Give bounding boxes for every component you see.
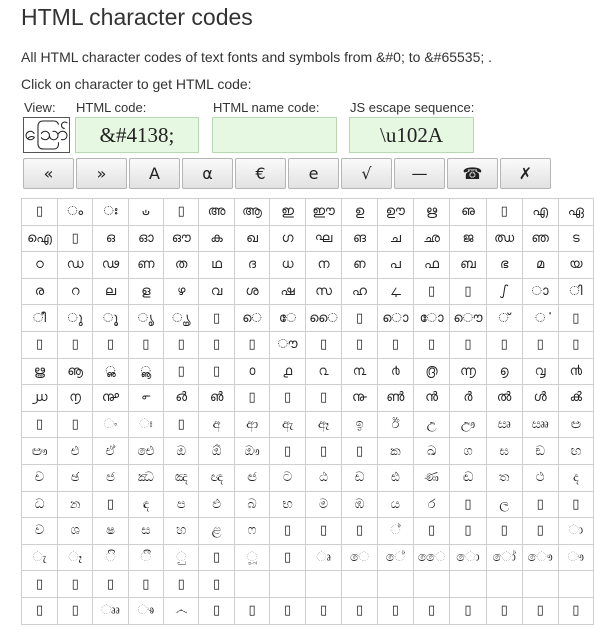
char-cell[interactable]: ട: [558, 225, 593, 252]
char-cell[interactable]: ▯: [342, 331, 377, 358]
char-cell[interactable]: ല: [93, 278, 128, 305]
char-cell[interactable]: ▯: [486, 518, 522, 545]
char-cell[interactable]: ൃ: [128, 305, 163, 332]
char-cell[interactable]: ൡ: [58, 358, 93, 385]
char-cell[interactable]: ▯: [305, 385, 341, 412]
char-cell[interactable]: ▯: [199, 571, 234, 598]
char-cell[interactable]: ▯: [58, 331, 93, 358]
char-cell: [558, 571, 593, 598]
char-cell[interactable]: ▯: [450, 518, 486, 545]
char-cell[interactable]: ▯: [413, 518, 449, 545]
char-cell[interactable]: ෳ: [128, 597, 163, 624]
char-cell[interactable]: ന: [305, 252, 341, 279]
letters-button[interactable]: e: [288, 158, 339, 189]
char-cell[interactable]: ▯: [377, 331, 413, 358]
char-cell[interactable]: ▯: [164, 199, 199, 226]
char-cell[interactable]: ൲: [93, 385, 128, 412]
char-cell[interactable]: ൪: [377, 358, 413, 385]
char-cell[interactable]: ▯: [450, 491, 486, 518]
char-cell[interactable]: ൫: [413, 358, 449, 385]
char-cell[interactable]: ഌ: [450, 199, 486, 226]
char-cell[interactable]: മ: [522, 252, 558, 279]
char-cell[interactable]: ු: [164, 544, 199, 571]
char-cell[interactable]: ප: [164, 491, 199, 518]
char-cell[interactable]: ഥ: [199, 252, 234, 279]
grid-row: [22, 438, 594, 465]
punctuation-button[interactable]: —: [394, 158, 445, 189]
char-cell[interactable]: ඤ: [164, 464, 199, 491]
char-cell[interactable]: ഷ: [270, 278, 306, 305]
char-cell[interactable]: ▯: [305, 438, 341, 465]
char-cell[interactable]: ච: [22, 464, 58, 491]
char-cell[interactable]: ▯: [128, 571, 163, 598]
char-cell[interactable]: ▯: [164, 331, 199, 358]
char-cell[interactable]: ൨: [305, 358, 341, 385]
view-field[interactable]: ဪ: [23, 117, 70, 153]
currency-button[interactable]: €: [235, 158, 286, 189]
char-cell[interactable]: ථ: [522, 464, 558, 491]
grid-row: [22, 597, 594, 624]
char-cell[interactable]: ഩ: [342, 252, 377, 279]
char-cell[interactable]: ൬: [450, 358, 486, 385]
char-cell[interactable]: ▯: [305, 597, 341, 624]
grid-row: [22, 305, 594, 332]
grid-row: [22, 571, 594, 598]
char-cell[interactable]: ත: [486, 464, 522, 491]
char-cell[interactable]: ඛ: [413, 438, 449, 465]
html-code-label: HTML code:: [76, 100, 147, 115]
char-cell[interactable]: ෲ: [93, 597, 128, 624]
char-cell[interactable]: ▯: [342, 518, 377, 545]
char-cell[interactable]: ඳ: [128, 491, 163, 518]
char-cell[interactable]: ഛ: [413, 225, 449, 252]
char-cell[interactable]: ▯: [342, 597, 377, 624]
char-cell[interactable]: බ: [234, 491, 270, 518]
char-cell: [522, 571, 558, 598]
char-cell[interactable]: ඓ: [128, 438, 163, 465]
char-cell[interactable]: ▯: [58, 571, 93, 598]
char-cell[interactable]: ണ: [128, 252, 163, 279]
char-cell[interactable]: අ: [199, 411, 234, 438]
char-cell[interactable]: හ: [164, 518, 199, 545]
char-cell[interactable]: ര: [22, 278, 58, 305]
grid-row: [22, 358, 594, 385]
char-cell[interactable]: ▯: [270, 518, 306, 545]
char-cell[interactable]: ▯: [486, 597, 522, 624]
char-cell[interactable]: ▯: [450, 278, 486, 305]
char-cell[interactable]: ▯: [558, 305, 593, 332]
char-cell[interactable]: ഞ: [522, 225, 558, 252]
char-cell[interactable]: ▯: [558, 491, 593, 518]
char-cell[interactable]: ഇ: [270, 199, 306, 226]
char-cell[interactable]: ഭ: [486, 252, 522, 279]
char-cell[interactable]: ග: [450, 438, 486, 465]
char-cell[interactable]: ේ: [377, 544, 413, 571]
char-cell[interactable]: ഝ: [486, 225, 522, 252]
char-cell[interactable]: ങ: [342, 225, 377, 252]
char-cell[interactable]: ം: [58, 199, 93, 226]
char-cell[interactable]: ൌ: [450, 305, 486, 332]
char-cell[interactable]: ▯: [413, 331, 449, 358]
char-cell[interactable]: ▯: [305, 331, 341, 358]
greek-button[interactable]: α: [182, 158, 233, 189]
char-cell[interactable]: ▯: [377, 597, 413, 624]
char-cell[interactable]: ൊ: [377, 305, 413, 332]
char-cell[interactable]: ൳: [128, 385, 163, 412]
char-cell[interactable]: ൯: [558, 358, 593, 385]
char-cell[interactable]: ඊ: [377, 411, 413, 438]
char-cell[interactable]: ඏ: [558, 411, 593, 438]
char-cell[interactable]: സ: [305, 278, 341, 305]
char-cell[interactable]: ඖ: [234, 438, 270, 465]
char-cell[interactable]: ൦: [234, 358, 270, 385]
char-cell[interactable]: ැ: [22, 544, 58, 571]
char-cell[interactable]: ൣ: [128, 358, 163, 385]
js-escape-field[interactable]: \u102A: [349, 117, 474, 153]
char-cell[interactable]: ക: [199, 225, 234, 252]
char-cell[interactable]: ▯: [270, 385, 306, 412]
char-cell[interactable]: ഃ: [93, 199, 128, 226]
char-cell[interactable]: ි: [93, 544, 128, 571]
char-cell[interactable]: ▯: [22, 199, 58, 226]
html-name-code-field[interactable]: [212, 117, 337, 153]
char-cell[interactable]: റ: [58, 278, 93, 305]
char-cell[interactable]: ඬ: [450, 464, 486, 491]
char-cell[interactable]: ▯: [199, 331, 234, 358]
char-cell: [305, 571, 341, 598]
char-cell[interactable]: ්: [377, 518, 413, 545]
char-cell[interactable]: ඈ: [305, 411, 341, 438]
char-cell[interactable]: ▯: [522, 331, 558, 358]
char-cell[interactable]: ය: [377, 491, 413, 518]
next-page-button[interactable]: »: [76, 158, 127, 189]
char-cell[interactable]: ▯: [234, 331, 270, 358]
char-cell[interactable]: ▯: [234, 385, 270, 412]
char-cell[interactable]: ▯: [486, 199, 522, 226]
char-cell[interactable]: ෞ: [522, 544, 558, 571]
char-cell[interactable]: ඒ: [93, 438, 128, 465]
char-cell[interactable]: ഠ: [22, 252, 58, 279]
char-cell[interactable]: ഈ: [305, 199, 341, 226]
char-cell[interactable]: ▯: [22, 571, 58, 598]
char-cell: [270, 571, 306, 598]
grid-row: [22, 491, 594, 518]
char-cell[interactable]: ി: [558, 278, 593, 305]
grid-row: [22, 544, 594, 571]
char-cell[interactable]: ഫ: [413, 252, 449, 279]
char-cell[interactable]: ආ: [234, 411, 270, 438]
char-cell[interactable]: ො: [450, 544, 486, 571]
char-cell[interactable]: ▯: [164, 358, 199, 385]
char-cell[interactable]: ▯: [128, 331, 163, 358]
char-cell[interactable]: ൿ: [558, 385, 593, 412]
char-cell[interactable]: ▯: [270, 597, 306, 624]
char-cell[interactable]: പ: [377, 252, 413, 279]
char-cell[interactable]: ഐ: [22, 225, 58, 252]
char-cell[interactable]: ▯: [342, 438, 377, 465]
char-cell[interactable]: ച: [377, 225, 413, 252]
char-cell[interactable]: ූ: [234, 544, 270, 571]
char-cell[interactable]: ඉ: [342, 411, 377, 438]
char-cell[interactable]: ▯: [22, 597, 58, 624]
char-cell[interactable]: ▯: [413, 278, 449, 305]
char-cell[interactable]: ▯: [522, 597, 558, 624]
char-cell[interactable]: ജ: [450, 225, 486, 252]
char-cell[interactable]: ම: [305, 491, 341, 518]
char-cell[interactable]: ▯: [93, 491, 128, 518]
char-cell[interactable]: ▯: [199, 358, 234, 385]
char-cell[interactable]: ാ: [522, 278, 558, 305]
char-cell[interactable]: ▯: [486, 331, 522, 358]
char-cell[interactable]: അ: [199, 199, 234, 226]
page-description: All HTML character codes of text fonts and symbols from &#0; to &#65535; .: [21, 49, 493, 65]
char-cell[interactable]: ്: [486, 305, 522, 332]
char-cell[interactable]: ඵ: [199, 491, 234, 518]
char-cell[interactable]: ഖ: [234, 225, 270, 252]
char-cell[interactable]: ෟ: [558, 544, 593, 571]
char-cell[interactable]: ▯: [199, 305, 234, 332]
char-cell[interactable]: ධ: [22, 491, 58, 518]
char-cell[interactable]: ▯: [270, 544, 306, 571]
char-cell[interactable]: േ: [270, 305, 306, 332]
math-button[interactable]: √: [341, 158, 392, 189]
char-cell[interactable]: ෆ: [234, 518, 270, 545]
char-cell[interactable]: ඦ: [234, 464, 270, 491]
char-cell[interactable]: ▯: [22, 411, 58, 438]
grid-row: [22, 385, 594, 412]
grid-row: [22, 199, 594, 226]
char-cell[interactable]: ൄ: [164, 305, 199, 332]
char-cell[interactable]: ൱: [58, 385, 93, 412]
char-cell[interactable]: ൎ: [522, 305, 558, 332]
char-cell[interactable]: ▯: [558, 597, 593, 624]
char-cell[interactable]: എ: [522, 199, 558, 226]
char-cell[interactable]: ඪ: [377, 464, 413, 491]
char-cell[interactable]: ඕ: [199, 438, 234, 465]
char-cell[interactable]: ൈ: [305, 305, 341, 332]
char-cell[interactable]: ඡ: [58, 464, 93, 491]
grid-row: [22, 411, 594, 438]
char-cell[interactable]: ෴: [164, 597, 199, 624]
latin-button[interactable]: A: [129, 158, 180, 189]
char-cell[interactable]: ට: [270, 464, 306, 491]
char-cell[interactable]: ෛ: [413, 544, 449, 571]
char-cell[interactable]: ක: [377, 438, 413, 465]
char-cell[interactable]: ඍ: [486, 411, 522, 438]
char-cell: [342, 571, 377, 598]
char-cell[interactable]: ▯: [58, 597, 93, 624]
char-cell[interactable]: න: [58, 491, 93, 518]
char-cell[interactable]: ോ: [413, 305, 449, 332]
char-cell[interactable]: ඝ: [486, 438, 522, 465]
char-cell[interactable]: ഺ: [377, 278, 413, 305]
char-cell[interactable]: ൽ: [486, 385, 522, 412]
char-cell[interactable]: ▯: [305, 518, 341, 545]
char-cell[interactable]: ▯: [522, 491, 558, 518]
js-escape-label: JS escape sequence:: [350, 100, 475, 115]
char-cell[interactable]: ഓ: [128, 225, 163, 252]
char-cell[interactable]: ശ: [234, 278, 270, 305]
char-cell[interactable]: ൴: [164, 385, 199, 412]
char-cell[interactable]: ඥ: [199, 464, 234, 491]
char-cell[interactable]: ൵: [199, 385, 234, 412]
prev-page-button[interactable]: «: [23, 158, 74, 189]
instruction-text: Click on character to get HTML code:: [21, 76, 252, 92]
char-cell[interactable]: ඞ: [522, 438, 558, 465]
char-cell[interactable]: ෘ: [305, 544, 341, 571]
char-cell[interactable]: ළ: [199, 518, 234, 545]
grid-row: [22, 278, 594, 305]
char-cell[interactable]: ▯: [58, 411, 93, 438]
char-cell[interactable]: ൰: [22, 385, 58, 412]
char-cell[interactable]: ෑ: [58, 544, 93, 571]
char-cell[interactable]: യ: [558, 252, 593, 279]
char-cell[interactable]: ද: [558, 464, 593, 491]
char-cell[interactable]: ു: [58, 305, 93, 332]
char-cell[interactable]: ී: [128, 544, 163, 571]
char-cell[interactable]: ത: [164, 252, 199, 279]
char-cell[interactable]: ෂ: [93, 518, 128, 545]
char-cell[interactable]: උ: [413, 411, 449, 438]
char-cell[interactable]: ഉ: [342, 199, 377, 226]
char-cell[interactable]: ഗ: [270, 225, 306, 252]
char-cell[interactable]: ദ: [234, 252, 270, 279]
misc-symbols-button[interactable]: ✗: [500, 158, 551, 189]
char-cell[interactable]: ൗ: [270, 331, 306, 358]
char-cell[interactable]: එ: [58, 438, 93, 465]
char-cell[interactable]: ඣ: [128, 464, 163, 491]
page-title: HTML character codes: [21, 4, 253, 30]
char-cell[interactable]: ൮: [522, 358, 558, 385]
char-cell[interactable]: ൻ: [413, 385, 449, 412]
char-cell[interactable]: ඇ: [270, 411, 306, 438]
char-cell[interactable]: ൾ: [522, 385, 558, 412]
char-cell[interactable]: ഽ: [486, 278, 522, 305]
char-cell[interactable]: ඩ: [342, 464, 377, 491]
char-cell[interactable]: ഢ: [93, 252, 128, 279]
grid-row: [22, 464, 594, 491]
char-cell[interactable]: ഊ: [377, 199, 413, 226]
char-cell[interactable]: ෙ: [342, 544, 377, 571]
char-cell[interactable]: ▯: [93, 571, 128, 598]
symbols-button[interactable]: ☎: [447, 158, 498, 189]
char-cell[interactable]: ർ: [450, 385, 486, 412]
char-cell[interactable]: ඨ: [305, 464, 341, 491]
char-cell[interactable]: ▯: [199, 597, 234, 624]
char-cell[interactable]: ൂ: [93, 305, 128, 332]
char-cell[interactable]: ▯: [234, 597, 270, 624]
char-cell[interactable]: ▯: [93, 331, 128, 358]
char-cell[interactable]: ഹ: [342, 278, 377, 305]
char-cell[interactable]: െ: [234, 305, 270, 332]
char-cell: [450, 571, 486, 598]
char-cell[interactable]: വ: [199, 278, 234, 305]
view-label: View:: [24, 100, 56, 115]
char-cell[interactable]: ള: [128, 278, 163, 305]
char-cell[interactable]: ▯: [58, 225, 93, 252]
char-cell[interactable]: ඟ: [558, 438, 593, 465]
char-cell[interactable]: ▯: [164, 411, 199, 438]
char-cell[interactable]: ල: [486, 491, 522, 518]
char-cell: [234, 571, 270, 598]
char-cell[interactable]: ൹: [342, 385, 377, 412]
char-cell: [486, 571, 522, 598]
char-cell[interactable]: ഒ: [93, 225, 128, 252]
char-cell[interactable]: ഴ: [164, 278, 199, 305]
grid-row: [22, 518, 594, 545]
char-cell[interactable]: ഋ: [413, 199, 449, 226]
char-cell[interactable]: ඔ: [164, 438, 199, 465]
char-cell[interactable]: ▯: [22, 331, 58, 358]
char-cell[interactable]: ഘ: [305, 225, 341, 252]
char-cell: [413, 571, 449, 598]
char-cell[interactable]: ഡ: [58, 252, 93, 279]
grid-row: [22, 225, 594, 252]
char-cell[interactable]: ඎ: [522, 411, 558, 438]
char-cell[interactable]: ഔ: [164, 225, 199, 252]
char-cell[interactable]: ඃ: [128, 411, 163, 438]
char-cell[interactable]: ൩: [342, 358, 377, 385]
char-cell[interactable]: ീ: [22, 305, 58, 332]
grid-row: [22, 331, 594, 358]
char-cell[interactable]: ▯: [164, 571, 199, 598]
char-cell[interactable]: ▯: [522, 518, 558, 545]
char-cell[interactable]: ඐ: [22, 438, 58, 465]
char-cell[interactable]: ▯: [270, 438, 306, 465]
char-cell[interactable]: ▯: [450, 331, 486, 358]
char-cell[interactable]: ഄ: [128, 199, 163, 226]
char-cell[interactable]: ▯: [558, 331, 593, 358]
char-cell[interactable]: ං: [93, 411, 128, 438]
char-cell[interactable]: ഏ: [558, 199, 593, 226]
char-cell[interactable]: භ: [270, 491, 306, 518]
char-cell[interactable]: ජ: [93, 464, 128, 491]
character-grid: [21, 198, 594, 625]
char-cell[interactable]: ස: [128, 518, 163, 545]
char-cell[interactable]: ബ: [450, 252, 486, 279]
html-name-code-label: HTML name code:: [213, 100, 320, 115]
char-cell: [377, 571, 413, 598]
char-cell[interactable]: ව: [22, 518, 58, 545]
char-cell[interactable]: ▯: [342, 305, 377, 332]
char-cell[interactable]: ▯: [413, 597, 449, 624]
char-cell[interactable]: ශ: [58, 518, 93, 545]
char-cell[interactable]: ඹ: [342, 491, 377, 518]
char-cell[interactable]: ൢ: [93, 358, 128, 385]
char-cell[interactable]: ▯: [199, 544, 234, 571]
char-cell[interactable]: ൭: [486, 358, 522, 385]
char-cell[interactable]: ൧: [270, 358, 306, 385]
char-cell[interactable]: ණ: [413, 464, 449, 491]
char-cell[interactable]: ෝ: [486, 544, 522, 571]
char-cell[interactable]: ර: [413, 491, 449, 518]
char-cell[interactable]: ആ: [234, 199, 270, 226]
char-cell[interactable]: ൠ: [22, 358, 58, 385]
char-cell[interactable]: ▯: [450, 597, 486, 624]
char-cell[interactable]: ധ: [270, 252, 306, 279]
html-code-field[interactable]: &#4138;: [75, 117, 199, 153]
char-cell[interactable]: ඌ: [450, 411, 486, 438]
char-cell[interactable]: ൺ: [377, 385, 413, 412]
grid-row: [22, 252, 594, 279]
char-cell[interactable]: ා: [558, 518, 593, 545]
